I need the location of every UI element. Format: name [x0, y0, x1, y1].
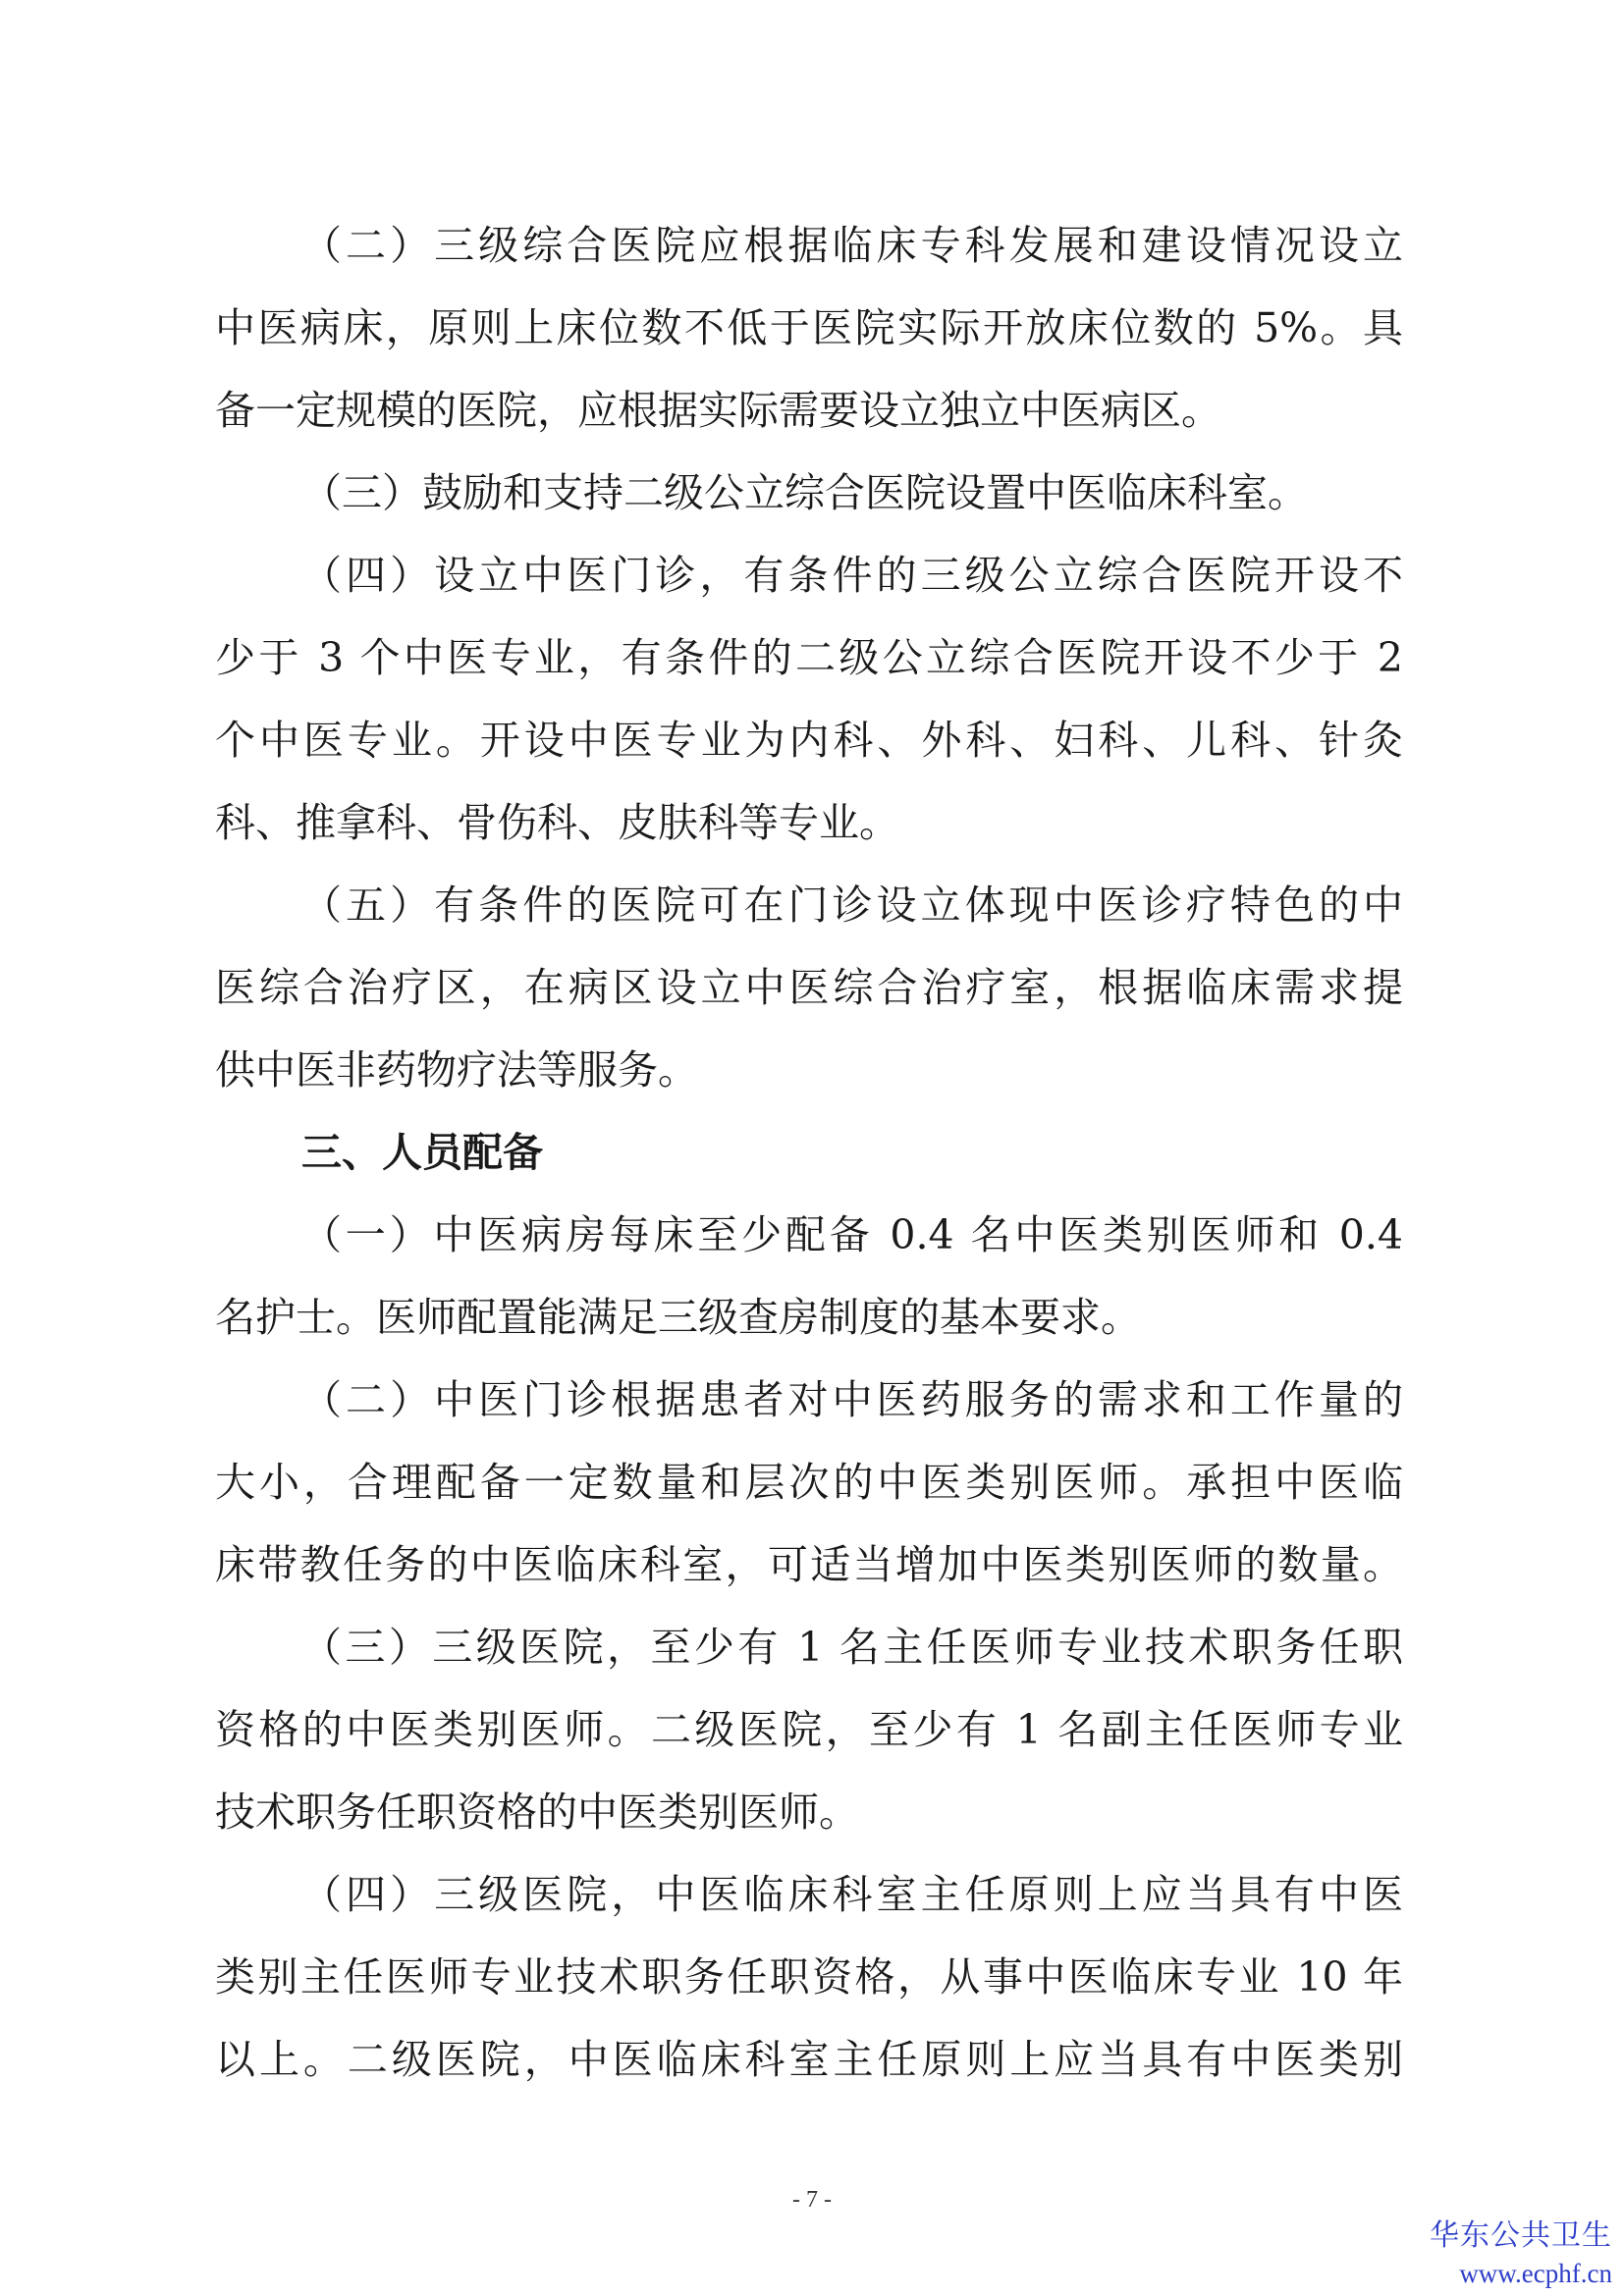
text-line: 资格的中医类别医师。二级医院，至少有 1 名副主任医师专业 — [215, 1706, 1403, 1753]
text-line: 科、推拿科、骨伤科、皮肤科等专业。 — [215, 799, 899, 846]
watermark-url: www.ecphf.cn — [1459, 2259, 1612, 2288]
text-line: 名护士。医师配置能满足三级查房制度的基本要求。 — [215, 1294, 1141, 1341]
text-line: 中医病床，原则上床位数不低于医院实际开放床位数的 5%。具 — [215, 304, 1403, 351]
text-line: 床带教任务的中医临床科室，可适当增加中医类别医师的数量。 — [215, 1541, 1403, 1588]
text-line: （一）中医病房每床至少配备 0.4 名中医类别医师和 0.4 — [301, 1211, 1403, 1258]
text-line: （四）设立中医门诊，有条件的三级公立综合医院开设不 — [301, 552, 1403, 599]
text-line: 供中医非药物疗法等服务。 — [215, 1046, 698, 1094]
text-line: 医综合治疗区，在病区设立中医综合治疗室，根据临床需求提 — [215, 964, 1403, 1011]
text-line: （二）中医门诊根据患者对中医药服务的需求和工作量的 — [301, 1376, 1403, 1423]
watermark-name: 华东公共卫生 — [1430, 2219, 1612, 2252]
text-line: （五）有条件的医院可在门诊设立体现中医诊疗特色的中 — [301, 881, 1403, 929]
text-line: （四）三级医院，中医临床科室主任原则上应当具有中医 — [301, 1871, 1403, 1918]
document-body — [215, 204, 1403, 2101]
text-line: 类别主任医师专业技术职务任职资格，从事中医临床专业 10 年 — [215, 1953, 1403, 2001]
watermark — [1430, 2216, 1612, 2291]
text-line: 大小，合理配备一定数量和层次的中医类别医师。承担中医临 — [215, 1459, 1403, 1506]
text-line: 备一定规模的医院，应根据实际需要设立独立中医病区。 — [215, 387, 1221, 434]
text-line: 个中医专业。开设中医专业为内科、外科、妇科、儿科、针灸 — [215, 717, 1403, 764]
section-heading: 三、人员配备 — [301, 1129, 543, 1176]
text-line: 少于 3 个中医专业，有条件的二级公立综合医院开设不少于 2 — [215, 634, 1403, 681]
text-line: （二）三级综合医院应根据临床专科发展和建设情况设立 — [301, 222, 1403, 269]
page-number: - 7 - — [792, 2187, 832, 2213]
text-line: （三）鼓励和支持二级公立综合医院设置中医临床科室。 — [301, 469, 1308, 516]
text-line: 以上。二级医院，中医临床科室主任原则上应当具有中医类别 — [215, 2036, 1403, 2083]
text-line: 技术职务任职资格的中医类别医师。 — [215, 1789, 859, 1836]
text-line: （三）三级医院，至少有 1 名主任医师专业技术职务任职 — [301, 1624, 1403, 1671]
